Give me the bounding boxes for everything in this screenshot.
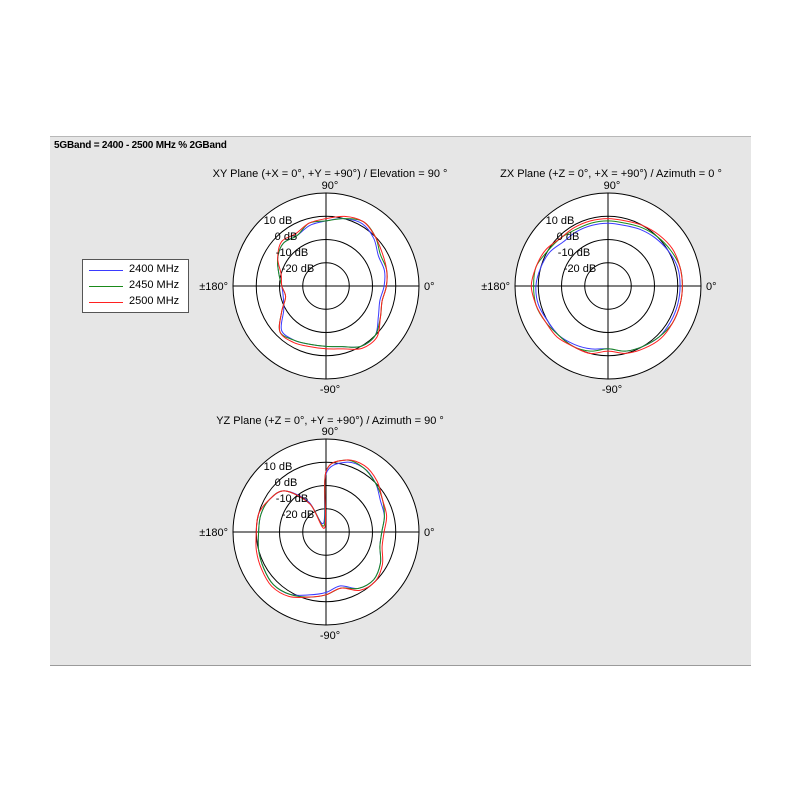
angle-label-270: -90° [319, 384, 341, 396]
angle-label-0: 0° [424, 527, 435, 539]
radial-tick-label: 0 dB [274, 477, 298, 489]
radial-tick-label: 10 dB [545, 215, 575, 227]
radial-tick-label: -20 dB [281, 509, 315, 521]
angle-label-90: 90° [603, 180, 621, 192]
polar-chart-yz [199, 415, 444, 642]
angle-label-0: 0° [706, 281, 717, 293]
angle-label-0: 0° [424, 281, 435, 293]
angle-label-180: ±180° [199, 527, 228, 539]
radial-tick-label: -20 dB [563, 263, 597, 275]
radial-tick-label: -20 dB [281, 263, 315, 275]
angle-label-180: ±180° [199, 281, 228, 293]
radial-tick-label: 10 dB [263, 461, 293, 473]
radial-tick-label: -10 dB [275, 493, 309, 505]
panel-title: 5GBand = 2400 - 2500 MHz % 2GBand [54, 140, 227, 151]
radial-tick-label: 0 dB [274, 231, 298, 243]
angle-label-270: -90° [319, 630, 341, 642]
radial-tick-label: 0 dB [556, 231, 580, 243]
angle-label-90: 90° [321, 426, 339, 438]
polar-chart-zx [481, 168, 722, 396]
polar-chart-title: ZX Plane (+Z = 0°, +X = +90°) / Azimuth = 0 ° [500, 168, 722, 180]
polar-chart-title: YZ Plane (+Z = 0°, +Y = +90°) / Azimuth = 90 ° [216, 415, 444, 427]
legend-label-2500: 2500 MHz [129, 295, 180, 307]
legend-label-2400: 2400 MHz [129, 263, 180, 275]
angle-label-270: -90° [601, 384, 623, 396]
radial-tick-label: -10 dB [275, 247, 309, 259]
polar-chart-title: XY Plane (+X = 0°, +Y = +90°) / Elevation = 90 ° [212, 168, 448, 180]
radial-tick-label: 10 dB [263, 215, 293, 227]
polar-chart-xy [199, 168, 447, 396]
radial-tick-label: -10 dB [557, 247, 591, 259]
angle-label-90: 90° [321, 180, 339, 192]
legend-label-2450: 2450 MHz [129, 279, 180, 291]
angle-label-180: ±180° [481, 281, 510, 293]
